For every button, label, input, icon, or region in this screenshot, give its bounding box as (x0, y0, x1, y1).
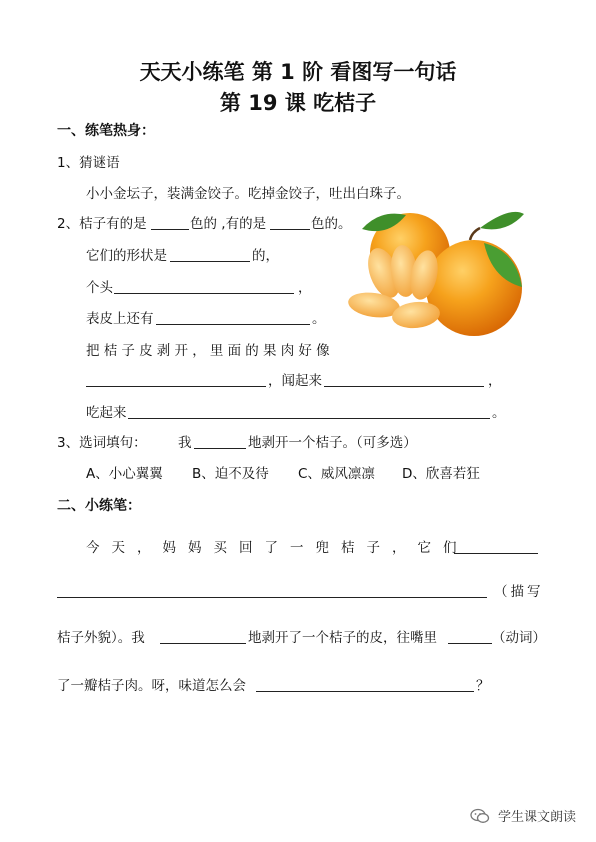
blank-size[interactable] (114, 292, 294, 294)
shape-end: 的， (252, 248, 279, 264)
writing-line-3b: 地剥开了一个桔子的皮，往嘴里 (248, 630, 437, 646)
smell-end: ， (488, 373, 502, 389)
skin-label: 表皮上还有 (86, 311, 154, 327)
writing-line-4b: ？ (476, 678, 490, 694)
blank-color-1[interactable] (151, 228, 189, 230)
blank-smell[interactable] (324, 385, 484, 387)
peel-text: 把桔子皮剥开，里面的果肉好像 (86, 343, 334, 359)
page-title: 天天小练笔 第 1 阶 看图写一句话 (139, 60, 457, 84)
q2-end: 色的。 (311, 216, 352, 232)
blank-color-2[interactable] (270, 228, 310, 230)
smell-label: ，闻起来 (268, 373, 322, 389)
orange-front (426, 240, 522, 336)
size-label: 个头 (86, 280, 113, 296)
option-d[interactable]: D、欣喜若狂 (402, 466, 480, 482)
tangerine-illustration (344, 203, 530, 341)
blank-flesh[interactable] (86, 385, 266, 387)
blank-writing-2[interactable] (57, 596, 487, 598)
q2-lead: 2、桔子有的是 (57, 216, 147, 232)
writing-line-4a: 了一瓣桔子肉。呀，味道怎么会 (57, 678, 246, 694)
writing-line-2-end: （描写 (494, 584, 544, 600)
shape-label: 它们的形状是 (86, 248, 167, 264)
q3-sentence-a: 我 (178, 435, 192, 451)
blank-taste[interactable] (128, 417, 490, 419)
option-c[interactable]: C、威风凛凛 (298, 466, 375, 482)
blank-skin[interactable] (156, 323, 310, 325)
writing-line-3c: （动词） (492, 630, 546, 646)
taste-end: 。 (492, 405, 506, 421)
q2-mid: 色的 ,有的是 (190, 216, 267, 232)
question-3-label: 3、选词填句： (57, 435, 147, 451)
blank-writing-3[interactable] (160, 642, 246, 644)
q3-sentence-b: 地剥开一个桔子。（可多选） (248, 435, 417, 451)
section-heading-warmup: 一、练笔热身： (57, 123, 155, 139)
leaf-top (480, 212, 524, 230)
blank-adverb[interactable] (194, 447, 246, 449)
blank-verb[interactable] (448, 642, 492, 644)
section-heading-writing: 二、小练笔： (57, 498, 141, 514)
writing-line-1: 今天，妈妈买回了一兜桔子，它们 (86, 540, 469, 556)
blank-writing-1[interactable] (454, 552, 538, 554)
option-b[interactable]: B、迫不及待 (192, 466, 269, 482)
question-1-label: 1、猜谜语 (57, 155, 120, 171)
watermark-text: 学生课文朗读 (498, 810, 577, 825)
lesson-title: 第 19 课 吃桔子 (219, 91, 377, 115)
blank-shape[interactable] (170, 260, 250, 262)
taste-label: 吃起来 (86, 405, 127, 421)
skin-end: 。 (312, 311, 326, 327)
option-a[interactable]: A、小心翼翼 (86, 466, 163, 482)
blank-writing-4[interactable] (256, 690, 474, 692)
size-end: ， (298, 280, 312, 296)
watermark (470, 806, 576, 825)
riddle-text: 小小金坛子，装满金饺子。吃掉金饺子，吐出白珠子。 (86, 186, 410, 202)
writing-line-3a: 桔子外貌）。我 (57, 630, 145, 646)
wechat-icon (470, 808, 490, 824)
